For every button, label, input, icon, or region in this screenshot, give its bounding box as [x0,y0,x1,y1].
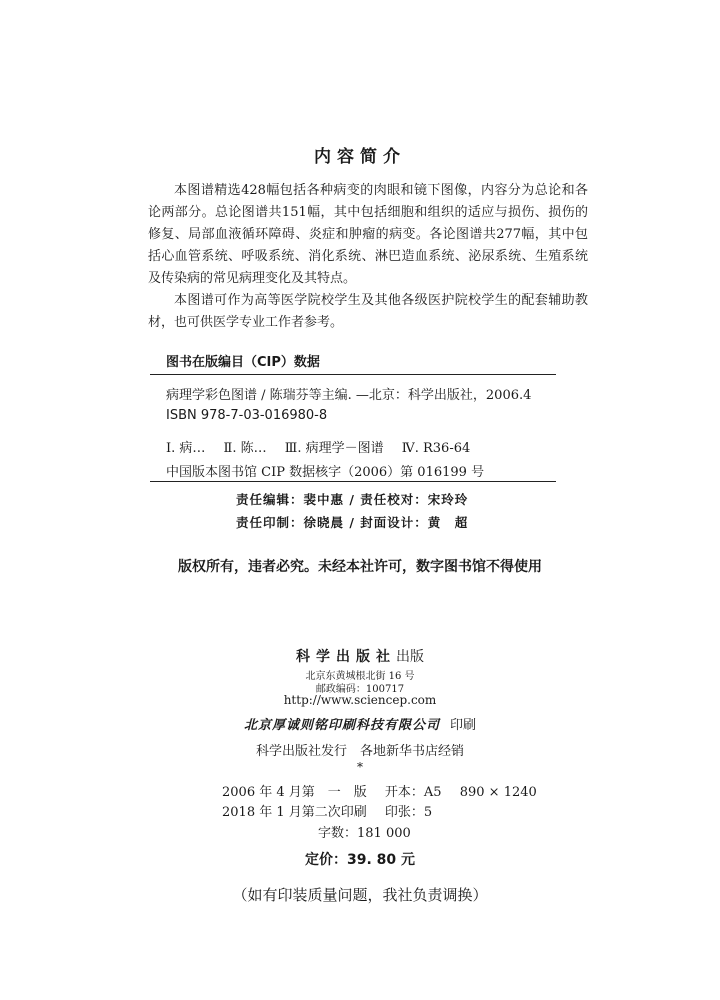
class-item: Ⅰ. 病… [166,441,206,456]
credits-production: 责任印制：徐晓晨 / 封面设计：黄 超 [236,515,469,530]
intro-paragraph: 本图谱可作为高等医学院校学生及其他各级医护院校学生的配套辅助教材，也可供医学专业工作者参考。 [148,293,588,330]
isbn: ISBN 978-7-03-016980-8 [166,408,328,423]
cip-heading: 图书在版编目（CIP）数据 [166,355,320,370]
copyright-notice: 版权所有，违者必究。未经本社许可，数字图书馆不得使用 [178,559,542,575]
publisher-line [0,646,720,666]
intro-title: 内容简介 [314,147,406,167]
publisher-name: 科学出版社 [296,649,396,665]
sheets: 印张：5 [384,805,433,820]
word-count: 字数：181 000 [318,826,411,841]
first-edition: 2006 年 4 月第 一 版 [222,785,367,800]
cip-record: 中国版本图书馆 CIP 数据核字（2006）第 016199 号 [166,465,485,480]
credits-editors: 责任编辑：裴中惠 / 责任校对：宋玲玲 [236,492,469,507]
print-line [222,801,446,820]
intro-body [148,180,588,334]
cip-entry: 病理学彩色图谱 / 陈瑞芬等主编. —北京：科学出版社，2006.4 [166,388,532,403]
distribution: 科学出版社发行 各地新华书店经销 [255,744,464,759]
intro-paragraph: 本图谱精选428幅包括各种病变的肉眼和镜下图像，内容分为总论和各论两部分。总论图谱共151幅，其中包括细胞和组织的适应与损伤、损伤的修复、局部血液循环障碍、炎症和肿瘤的病变。各论图谱共277幅，其中包括心血管系统、呼吸系统、消化系统、淋巴造血系统、泌尿系统、生殖系统及传染病的常见病理变化及其特点。 [148,183,588,286]
class-item: Ⅱ. 陈… [223,441,267,456]
publisher-url[interactable]: http://www.sciencep.com [283,693,437,707]
divider [150,374,556,375]
printer-name: 北京厚诚则铭印刷科技有限公司 [243,718,440,733]
divider [150,481,556,482]
format-size: 890 × 1240 [459,785,537,800]
publisher-postcode: 邮政编码：100717 [315,684,405,695]
printer-suffix: 印刷 [450,718,477,733]
printer-line [0,714,720,733]
format-label: 开本：A5 [384,785,442,800]
print-date: 2018 年 1 月第二次印刷 [222,805,367,820]
quality-notice: （如有印装质量问题，我社负责调换） [232,886,488,904]
publisher-suffix: 出版 [396,649,424,665]
publisher-address: 北京东黄城根北街 16 号 [305,671,415,682]
class-item: Ⅲ. 病理学－图谱 [284,441,384,456]
cip-classification [166,437,484,456]
separator: * [357,760,363,774]
price: 定价：39. 80 元 [304,852,416,868]
class-item: Ⅳ. R36-64 [401,441,471,456]
edition-line [222,781,551,800]
